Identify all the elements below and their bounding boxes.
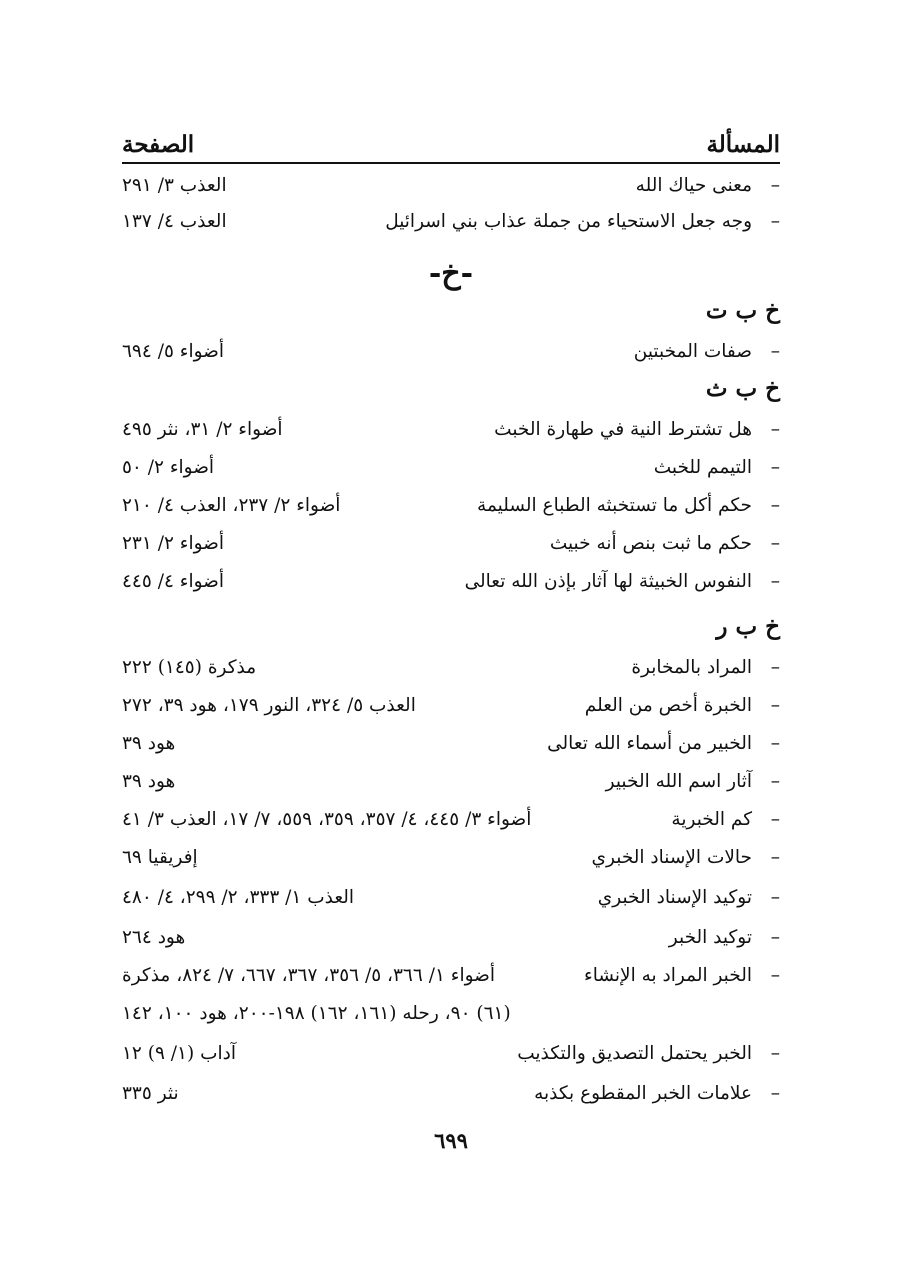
bullet-dash: – (770, 733, 780, 754)
entry-reference: هود ٣٩ (122, 771, 176, 792)
root-heading: خ ب ت (705, 297, 780, 324)
bullet-dash: – (770, 809, 780, 830)
bullet-dash: – (770, 1043, 780, 1064)
index-row (122, 564, 780, 600)
entry-reference: أضواء ٢/ ٢٣٧، العذب ٤/ ٢١٠ (122, 495, 341, 516)
index-row (122, 650, 780, 686)
entry-question: علامات الخبر المقطوع بكذبه (534, 1083, 752, 1104)
entry-reference: أضواء ٥/ ٦٩٤ (122, 341, 225, 362)
entry-reference: أضواء ٤/ ٤٤٥ (122, 571, 225, 592)
entry-question: الخبر يحتمل التصديق والتكذيب (517, 1043, 752, 1064)
entry-reference: العذب ٤/ ١٣٧ (122, 211, 227, 232)
letter-heading: -خ- (428, 256, 474, 291)
entry-reference: العذب ١/ ٣٣٣، ٢/ ٢٩٩، ٤/ ٤٨٠ (122, 887, 355, 908)
index-row (122, 764, 780, 800)
index-row (122, 688, 780, 724)
entry-question: معنى حياك الله (635, 175, 752, 196)
bullet-dash: – (770, 927, 780, 948)
entry-question: الخبير من أسماء الله تعالى (547, 733, 752, 754)
index-row (122, 168, 780, 204)
index-row (122, 412, 780, 448)
entry-reference: أضواء ٢/ ٢٣١ (122, 533, 225, 554)
entry-question: حالات الإسناد الخبري (591, 847, 752, 868)
entry-reference: هود ٢٦٤ (122, 927, 186, 948)
header-rule (122, 162, 780, 164)
bullet-dash: – (770, 571, 780, 592)
bullet-dash: – (770, 175, 780, 196)
entry-reference: مذكرة (١٤٥) ٢٢٢ (122, 657, 257, 678)
index-row (122, 840, 780, 876)
entry-question: المراد بالمخابرة (631, 657, 752, 678)
bullet-dash: – (770, 695, 780, 716)
entry-reference-continuation: (٦١) ٩٠، رحله (١٦١، ١٦٢) ١٩٨-٢٠٠، هود ١٠٠، ١٤٢ (122, 1003, 511, 1024)
entry-question: الخبر المراد به الإنشاء (584, 965, 752, 986)
entry-reference: العذب ٥/ ٣٢٤، النور ١٧٩، هود ٣٩، ٢٧٢ (122, 695, 416, 716)
entry-question: آثار اسم الله الخبير (605, 771, 752, 792)
index-row (122, 450, 780, 486)
index-page (122, 0, 780, 1271)
bullet-dash: – (770, 533, 780, 554)
index-row (122, 920, 780, 956)
entry-question: الخبرة أخص من العلم (584, 695, 752, 716)
entry-question: التيمم للخبث (653, 457, 752, 478)
index-row (122, 488, 780, 524)
index-row (122, 802, 780, 838)
entry-reference: إفريقيا ٦٩ (122, 847, 198, 868)
index-row (122, 526, 780, 562)
bullet-dash: – (770, 419, 780, 440)
bullet-dash: – (770, 211, 780, 232)
index-row (122, 334, 780, 370)
entry-reference: العذب ٣/ ٢٩١ (122, 175, 227, 196)
bullet-dash: – (770, 1083, 780, 1104)
entry-question: كم الخبرية (671, 809, 752, 830)
index-row (122, 726, 780, 762)
index-row (122, 1036, 780, 1072)
entry-question: توكيد الخبر (668, 927, 752, 948)
root-heading: خ ب ر (716, 613, 780, 640)
entry-question: وجه جعل الاستحياء من جملة عذاب بني اسرائيل (385, 211, 752, 232)
bullet-dash: – (770, 887, 780, 908)
bullet-dash: – (770, 657, 780, 678)
page-column-title: الصفحة (122, 131, 195, 158)
index-row (122, 1076, 780, 1112)
entry-reference: هود ٣٩ (122, 733, 176, 754)
index-row-continuation (122, 996, 780, 1032)
entry-question: توكيد الإسناد الخبري (597, 887, 752, 908)
question-column-title: المسألة (706, 131, 780, 158)
entry-question: النفوس الخبيثة لها آثار بإذن الله تعالى (464, 571, 752, 592)
entry-reference: أضواء ١/ ٣٦٦، ٥/ ٣٥٦، ٣٦٧، ٦٦٧، ٧/ ٨٢٤، مذكرة (122, 965, 496, 986)
bullet-dash: – (770, 495, 780, 516)
entry-reference: أضواء ٢/ ٥٠ (122, 457, 215, 478)
entry-reference: نثر ٣٣٥ (122, 1083, 179, 1104)
entry-question: حكم ما ثبت بنص أنه خبيث (549, 533, 752, 554)
entry-question: حكم أكل ما تستخبثه الطباع السليمة (477, 495, 752, 516)
index-row (122, 880, 780, 916)
index-row (122, 958, 780, 994)
entry-question: صفات المخبتين (633, 341, 752, 362)
bullet-dash: – (770, 341, 780, 362)
bullet-dash: – (770, 965, 780, 986)
entry-reference: آداب (١/ ٩) ١٢ (122, 1043, 237, 1064)
entry-question: هل تشترط النية في طهارة الخبث (494, 419, 752, 440)
bullet-dash: – (770, 457, 780, 478)
column-header (122, 122, 780, 158)
bullet-dash: – (770, 847, 780, 868)
page-number: ٦٩٩ (434, 1128, 468, 1153)
entry-reference: أضواء ٢/ ٣١، نثر ٤٩٥ (122, 419, 283, 440)
index-row (122, 204, 780, 240)
root-heading: خ ب ث (705, 375, 780, 402)
bullet-dash: – (770, 771, 780, 792)
entry-reference: أضواء ٣/ ٤٤٥، ٤/ ٣٥٧، ٣٥٩، ٥٥٩، ٧/ ١٧، العذب ٣/ ٤١ (122, 809, 532, 830)
